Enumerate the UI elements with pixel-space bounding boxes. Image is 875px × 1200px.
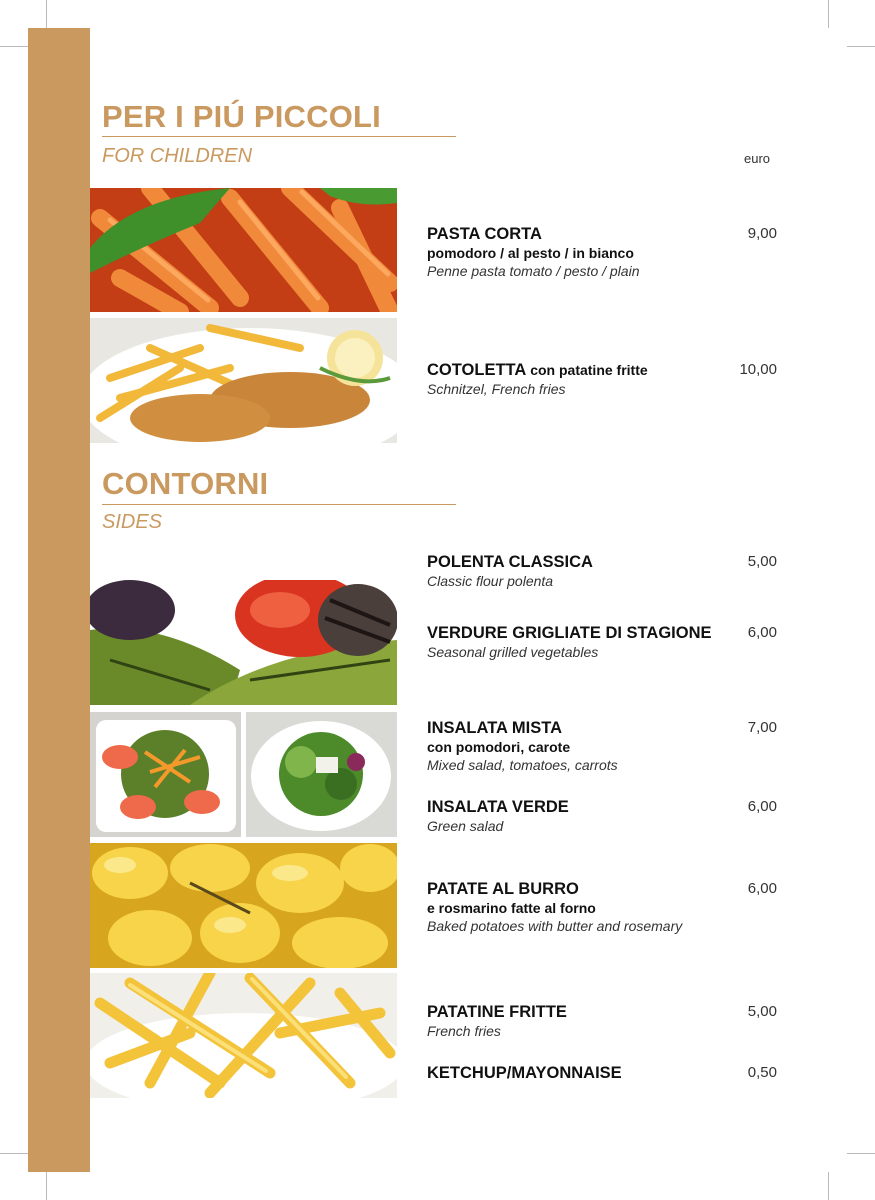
menu-item-polenta-classica [427, 552, 777, 590]
crop-mark [46, 0, 47, 28]
item-english: Seasonal grilled vegetables [427, 644, 599, 660]
section-title-children: PER I PIÚ PICCOLI [102, 99, 381, 134]
section-subtitle-children: FOR CHILDREN [102, 145, 253, 167]
item-name: POLENTA CLASSICA [427, 553, 593, 571]
item-price: 0,50 [747, 1064, 777, 1081]
item-price: 6,00 [747, 624, 777, 641]
item-description: con pomodori, carote [427, 739, 571, 755]
crop-mark [828, 1172, 829, 1200]
mixed-salad-photo [90, 712, 241, 837]
item-name: VERDURE GRIGLIATE DI STAGIONE [427, 624, 712, 642]
baked-potatoes-photo [90, 843, 397, 968]
menu-item-patatine-fritte [427, 1002, 777, 1040]
item-price: 5,00 [747, 553, 777, 570]
item-english: French fries [427, 1023, 501, 1039]
item-name: COTOLETTA [427, 361, 527, 379]
item-price: 9,00 [747, 225, 777, 242]
crop-mark [46, 1172, 47, 1200]
item-english: Green salad [427, 818, 504, 834]
section-divider [102, 136, 456, 137]
grilled-vegetables-photo [90, 580, 397, 705]
item-english: Schnitzel, French fries [427, 381, 566, 397]
item-name: PATATE AL BURRO [427, 880, 579, 898]
item-price: 10,00 [739, 361, 777, 378]
menu-item-patate-al-burro [427, 879, 777, 935]
item-name: KETCHUP/MAYONNAISE [427, 1064, 622, 1082]
item-name: PASTA CORTA [427, 225, 542, 243]
crop-mark [847, 1153, 875, 1154]
menu-item-pasta-corta [427, 224, 777, 280]
pasta-photo [90, 188, 397, 312]
item-price: 7,00 [747, 719, 777, 736]
side-band [28, 28, 90, 1172]
crop-mark [847, 46, 875, 47]
menu-item-cotoletta [427, 360, 777, 398]
item-price: 6,00 [747, 880, 777, 897]
menu-item-insalata-verde [427, 797, 777, 835]
item-english: Mixed salad, tomatoes, carrots [427, 757, 618, 773]
crop-mark [0, 46, 28, 47]
item-description: pomodoro / al pesto / in bianco [427, 245, 634, 261]
crop-mark [0, 1153, 28, 1154]
currency-label: euro [744, 151, 771, 166]
section-divider [102, 504, 456, 505]
item-name: PATATINE FRITTE [427, 1003, 567, 1021]
item-english: Classic flour polenta [427, 573, 554, 589]
item-name: INSALATA VERDE [427, 798, 569, 816]
item-name-suffix: con patatine fritte [526, 362, 648, 378]
crop-mark [828, 0, 829, 28]
item-english: Baked potatoes with butter and rosemary [427, 918, 683, 934]
menu-item-ketchup-mayonnaise [427, 1063, 777, 1083]
item-name-row [427, 360, 777, 380]
item-price: 5,00 [747, 1003, 777, 1020]
item-description: e rosmarino fatte al forno [427, 900, 596, 916]
item-english: Penne pasta tomato / pesto / plain [427, 263, 640, 279]
menu-item-insalata-mista [427, 718, 777, 774]
item-price: 6,00 [747, 798, 777, 815]
section-title-sides: CONTORNI [102, 466, 269, 501]
menu-item-verdure-grigliate [427, 623, 777, 661]
schnitzel-photo [90, 318, 397, 443]
item-name: INSALATA MISTA [427, 719, 563, 737]
section-subtitle-sides: SIDES [102, 511, 163, 533]
green-salad-photo [246, 712, 397, 837]
french-fries-photo [90, 973, 397, 1098]
